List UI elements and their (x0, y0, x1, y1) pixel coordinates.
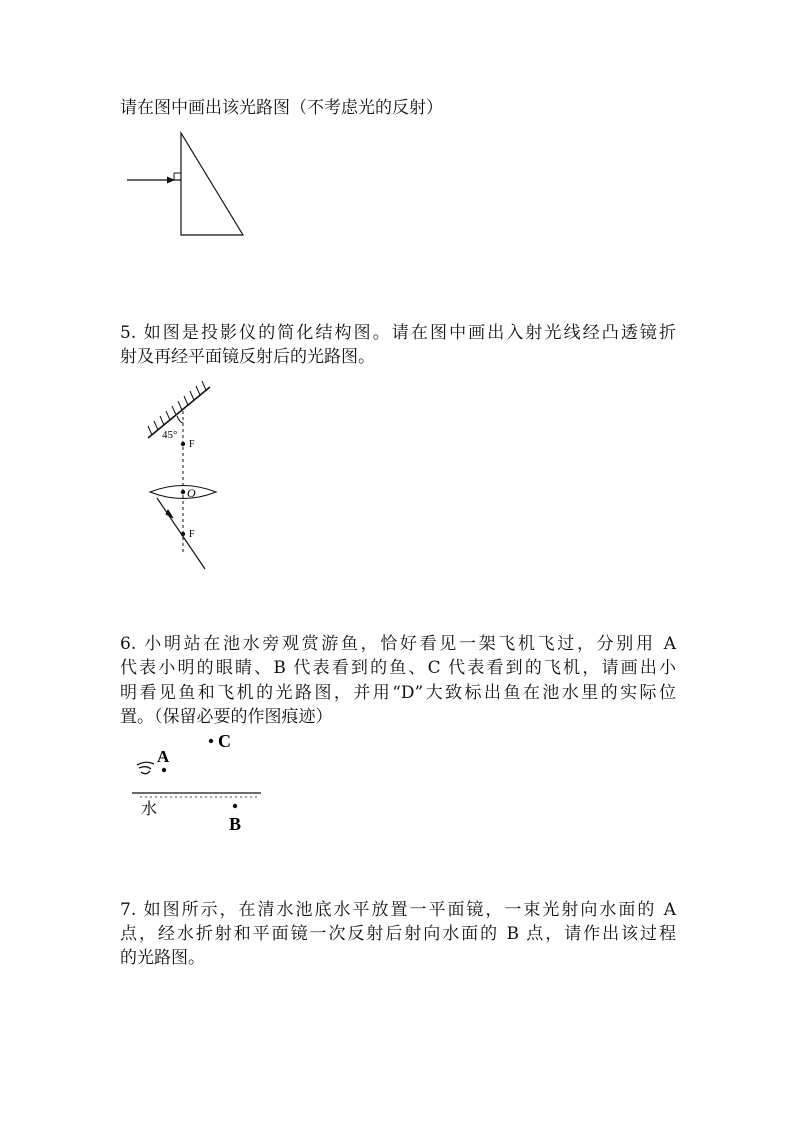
q7-line-3: 的光路图。 (120, 948, 205, 968)
q6-line-3: 明看见鱼和飞机的光路图，并用“D”大致标出鱼在池水里的实际位 (120, 683, 676, 703)
point-a-dot (162, 768, 166, 772)
q6-pond-figure (132, 731, 261, 834)
q5-line-2: 射及再经平面镜反射后的光路图。 (120, 347, 375, 367)
angle-arc (177, 416, 183, 423)
point-b-dot (233, 804, 237, 808)
q4-prism-figure (127, 133, 243, 235)
lens-center-dot (181, 490, 185, 494)
right-angle-marker (174, 173, 181, 180)
point-a-label: A (157, 747, 170, 766)
q6-line-1: 6. 小明站在池水旁观赏游鱼，恰好看见一架飞机飞过，分别用 A (120, 634, 676, 654)
point-c-dot (209, 739, 213, 743)
q5-projector-figure (148, 381, 216, 569)
mirror-hatching (148, 381, 206, 435)
q5-line-1: 5. 如图是投影仪的简化结构图。请在图中画出入射光线经凸透镜折 (120, 323, 676, 343)
plane-mirror (148, 387, 210, 438)
lens-center-label: O (187, 486, 196, 500)
focus-top-dot (181, 442, 185, 446)
q4-instruction: 请在图中画出该光路图（不考虑光的反射） (120, 98, 443, 118)
point-c-label: C (218, 731, 231, 751)
point-b-label: B (229, 814, 242, 834)
q6-line-2: 代表小明的眼睛、B 代表看到的鱼、C 代表看到的飞机，请画出小 (120, 658, 676, 678)
water-label: 水 (141, 799, 158, 818)
incident-light-ray (157, 498, 205, 569)
focus-top-label: F (189, 439, 195, 450)
q7-line-2: 点，经水折射和平面镜一次反射后射向水面的 B 点，请作出该过程 (120, 924, 676, 944)
q7-line-1: 7. 如图所示，在清水池底水平放置一平面镜，一束光射向水面的 A (120, 900, 676, 920)
eye-icon (137, 762, 154, 774)
angle-label: 45° (162, 429, 178, 441)
focus-bottom-label: F (189, 529, 195, 540)
q6-line-4: 置。（保留必要的作图痕迹） (120, 707, 333, 727)
prism-triangle (181, 133, 243, 235)
